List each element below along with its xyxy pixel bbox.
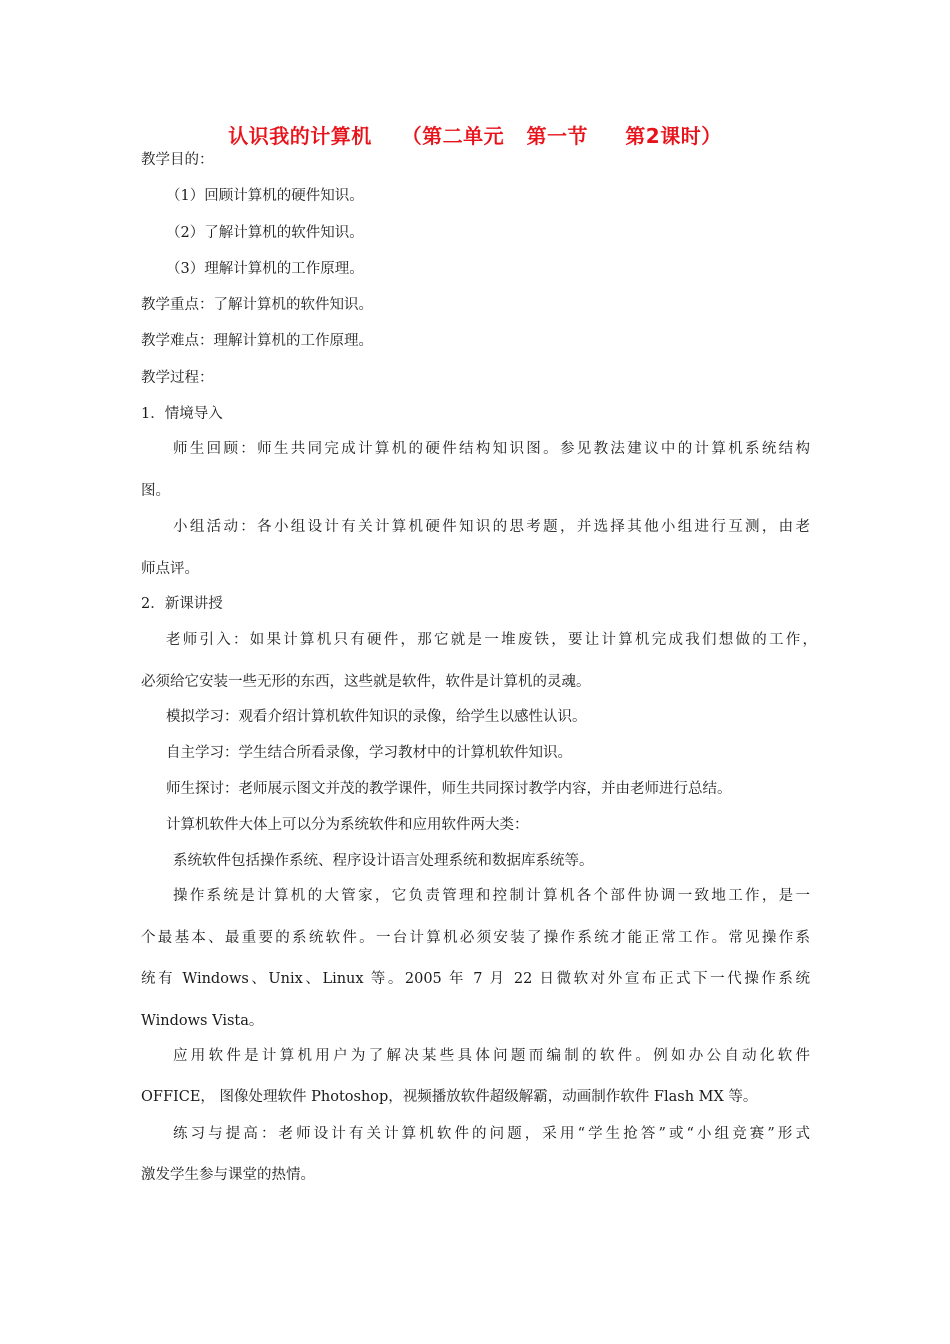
line-objective-2: （2）了解计算机的软件知识。 [166,225,364,241]
line-process-heading: 教学过程： [141,370,214,386]
line-objective-3: （3）理解计算机的工作原理。 [166,261,364,277]
line-review-2: 图。 [141,483,170,499]
line-self-study: 自主学习：学生结合所看录像，学习教材中的计算机软件知识。 [166,745,572,761]
line-intro-2: 必须给它安装一些无形的东西，这些就是软件，软件是计算机的灵魂。 [141,674,591,690]
line-key-point: 教学重点：了解计算机的软件知识。 [141,297,373,313]
line-practice-1: 练习与提高：老师设计有关计算机软件的问题，采用“学生抢答”或“小组竞赛”形式 [173,1126,810,1142]
line-objective-1: （1）回顾计算机的硬件知识。 [166,188,364,204]
line-system-software: 系统软件包括操作系统、程序设计语言处理系统和数据库系统等。 [173,853,594,869]
line-os-3: 统有 Windows、Unix、Linux 等。2005 年 7 月 22 日微软对外宣布正式下一代操作系统 [141,971,810,987]
line-difficult-point: 教学难点：理解计算机的工作原理。 [141,333,373,349]
line-group-1: 小组活动：各小组设计有关计算机硬件知识的思考题，并选择其他小组进行互测，由老 [173,519,810,535]
line-section-1-heading: 1．情境导入 [141,406,223,422]
line-review-1: 师生回顾：师生共同完成计算机的硬件结构知识图。参见教法建议中的计算机系统结构 [173,441,810,457]
line-objectives-heading: 教学目的： [141,152,214,168]
line-os-1: 操作系统是计算机的大管家，它负责管理和控制计算机各个部件协调一致地工作，是一 [173,888,810,904]
line-app-software-2: OFFICE， 图像处理软件 Photoshop，视频播放软件超级解霸，动画制作软件 Flash MX 等。 [141,1089,758,1105]
line-group-2: 师点评。 [141,561,199,577]
line-intro-1: 老师引入：如果计算机只有硬件，那它就是一堆废铁，要让计算机完成我们想做的工作， [166,632,817,648]
line-practice-2: 激发学生参与课堂的热情。 [141,1167,315,1183]
line-discussion: 师生探讨：老师展示图文并茂的教学课件，师生共同探讨教学内容，并由老师进行总结。 [166,781,732,797]
line-app-software-1: 应用软件是计算机用户为了解决某些具体问题而编制的软件。例如办公自动化软件 [173,1048,810,1064]
line-os-4: Windows Vista。 [141,1013,264,1029]
page-title: 认识我的计算机 （第二单元 第一节 第2课时） [228,124,722,148]
line-software-types: 计算机软件大体上可以分为系统软件和应用软件两大类： [166,817,529,833]
line-simulate: 模拟学习：观看介绍计算机软件知识的录像，给学生以感性认识。 [166,709,587,725]
line-os-2: 个最基本、最重要的系统软件。一台计算机必须安装了操作系统才能正常工作。常见操作系 [141,930,810,946]
line-section-2-heading: 2．新课讲授 [141,596,223,612]
